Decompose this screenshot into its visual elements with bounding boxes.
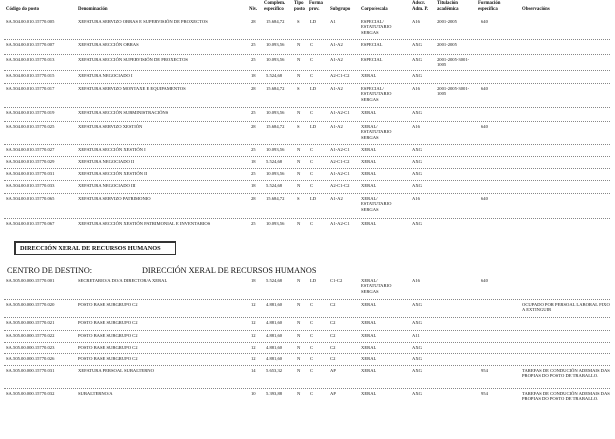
header-prov: prov.: [309, 7, 320, 12]
cell-code: SA.505.00.000.15770.023: [6, 345, 55, 350]
table-header: [0, 1, 615, 15]
cell-name: POSTO BASE SUBGRUPO C2: [78, 356, 138, 361]
cell-name: XEFATURA NEGOCIADO I: [78, 73, 133, 78]
cell-subgrupo: AP: [330, 391, 336, 396]
row-separator: [4, 193, 610, 194]
cell-name: XEFATURA SECCIÓN XESTIÓN II: [78, 171, 148, 176]
cell-subgrupo: A2-C1-C2: [330, 159, 350, 164]
cell-observacions: OCUPADO POR PERSOAL LABORAL FIXO A EXTINGUIR: [522, 302, 610, 313]
cell-name: POSTO BASE SUBGRUPO C2: [78, 320, 138, 325]
cell-corpo: XERAL: [361, 391, 377, 396]
cell-forma: LD: [310, 124, 317, 129]
cell-corpo: ESPECIAL/ ESTATUTARIO SERGAS: [361, 86, 392, 102]
cell-code: SA.505.00.000.15770.020: [6, 302, 55, 307]
cell-tipo: N: [297, 57, 301, 62]
cell-niv: 28: [251, 86, 256, 91]
cell-tipo: N: [297, 302, 301, 307]
cell-adscr: AXG: [412, 345, 422, 350]
row-separator: [4, 83, 610, 84]
cell-subgrupo: C2: [330, 302, 336, 307]
cell-name: XEFATURA PERSOAL SUBALTERNO: [78, 368, 154, 373]
cell-code: SA.504.00.010.15770.013: [6, 57, 55, 62]
cell-corpo: XERAL/ ESTATUTARIO SERGAS: [361, 124, 392, 140]
cell-subgrupo: A2-C1-C2: [330, 183, 350, 188]
cell-subgrupo: C1-C2: [330, 278, 343, 283]
cell-observacions: TAREFAS DE CONDUCIÓN ADEMAIS DAS PROPIAS DO POSTO DE TRABALLO.: [522, 368, 610, 379]
cell-corpo: XERAL: [361, 333, 377, 338]
cell-titulacion: 2001-2005-3001-1005: [437, 57, 470, 68]
cell-corpo: XERAL: [361, 320, 377, 325]
section-title-box: [14, 241, 176, 255]
cell-adscr: AXG: [412, 391, 422, 396]
cell-forma: C: [310, 333, 314, 338]
cell-code: SA.504.00.010.15770.017: [6, 86, 55, 91]
cell-complemento: 5.524,68: [266, 73, 283, 78]
cell-tipo: N: [297, 345, 301, 350]
cell-tipo: S: [297, 86, 300, 91]
cell-niv: 28: [251, 124, 256, 129]
cell-name: XEFATURA NEGOCIADO III: [78, 183, 136, 188]
row-separator: [4, 144, 610, 145]
row-separator: [4, 365, 610, 366]
cell-forma: LD: [310, 86, 317, 91]
cell-tipo: N: [297, 368, 301, 373]
cell-forma: C: [310, 391, 314, 396]
cell-code: SA.505.00.000.15770.026: [6, 356, 55, 361]
row-separator: [4, 39, 610, 40]
cell-corpo: XERAL: [361, 345, 377, 350]
cell-niv: 14: [251, 368, 256, 373]
header-adm-p: Adm. P.: [412, 7, 429, 12]
cell-niv: 18: [251, 183, 256, 188]
cell-code: SA.505.00.000.15770.022: [6, 333, 55, 338]
row-separator: [4, 330, 610, 331]
cell-code: SA.505.00.000.15770.021: [6, 320, 55, 325]
cell-subgrupo: A1-A2-C1: [330, 147, 350, 152]
cell-subgrupo: A1-A2-C1: [330, 171, 350, 176]
cell-corpo: XERAL: [361, 171, 377, 176]
cell-forma: C: [310, 42, 314, 47]
cell-tipo: N: [297, 159, 301, 164]
cell-code: SA.504.00.010.15770.015: [6, 73, 55, 78]
cell-forma: LD: [310, 278, 317, 283]
cell-complemento: 10.093,56: [266, 221, 285, 226]
row-separator: [4, 353, 610, 354]
cell-niv: 18: [251, 73, 256, 78]
cell-formacion: 640: [481, 278, 488, 283]
centro-name: DIRECCIÓN XERAL DE RECURSOS HUMANOS: [142, 266, 317, 275]
header-niv: Niv.: [249, 7, 258, 12]
cell-subgrupo: C2: [330, 345, 336, 350]
cell-corpo: XERAL: [361, 221, 377, 226]
cell-tipo: N: [297, 147, 301, 152]
cell-forma: C: [310, 183, 314, 188]
cell-forma: C: [310, 368, 314, 373]
cell-forma: C: [310, 221, 314, 226]
header-especifica: específica: [478, 7, 498, 12]
cell-tipo: N: [297, 278, 301, 283]
cell-name: XEFATURA SERVIZO MONTAXE E EQUIPAMENTOS: [78, 86, 186, 91]
cell-adscr: A16: [412, 86, 420, 91]
cell-formacion: 640: [481, 196, 488, 201]
cell-corpo: XERAL: [361, 368, 377, 373]
cell-forma: C: [310, 159, 314, 164]
row-separator: [4, 54, 610, 55]
cell-corpo: XERAL/ ESTATUTARIO SERGAS: [361, 278, 392, 294]
header-posto: posto: [294, 7, 305, 12]
cell-forma: C: [310, 345, 314, 350]
row-separator: [4, 70, 610, 71]
section-title: DIRECCIÓN XERAL DE RECURSOS HUMANOS: [20, 245, 161, 252]
cell-code: SA.504.00.010.15770.025: [6, 124, 55, 129]
cell-subgrupo: AP: [330, 368, 336, 373]
cell-niv: 10: [251, 391, 256, 396]
cell-niv: 25: [251, 147, 256, 152]
cell-tipo: N: [297, 183, 301, 188]
cell-tipo: N: [297, 221, 301, 226]
cell-complemento: 10.093,56: [266, 171, 285, 176]
cell-name: POSTO BASE SUBGRUPO C2: [78, 333, 138, 338]
row-separator: [4, 218, 610, 219]
header-codigo: Código do posto: [6, 7, 40, 12]
cell-complemento: 4.881,60: [266, 333, 283, 338]
header-especifico: específico: [264, 7, 284, 12]
cell-code: SA.504.00.010.15770.005: [6, 19, 55, 24]
header-titulacion: Titulación: [437, 1, 458, 6]
header-subgrupo: Subgrupo: [330, 7, 351, 12]
cell-forma: C: [310, 57, 314, 62]
header-adscr: Adscr.: [412, 1, 426, 6]
cell-name: XEFATURA SERVIZO OBRAS E SUPERVISIÓN DE PROXECTOS: [78, 19, 208, 24]
cell-formacion: 640: [481, 86, 488, 91]
cell-subgrupo: C2: [330, 333, 336, 338]
row-separator: [4, 121, 610, 122]
row-separator: [4, 107, 610, 108]
cell-name: XEFATURA SECCIÓN SUPERVISIÓN DE PROXECTOS: [78, 57, 188, 62]
row-separator: [4, 299, 610, 300]
cell-subgrupo: C2: [330, 356, 336, 361]
cell-code: SA.504.00.010.15770.033: [6, 183, 55, 188]
cell-corpo: XERAL: [361, 356, 377, 361]
cell-name: XEFATURA SECCIÓN XESTIÓN I: [78, 147, 146, 152]
cell-code: SA.504.00.010.15770.031: [6, 171, 55, 176]
cell-corpo: ESPECIAL: [361, 57, 383, 62]
cell-niv: 12: [251, 302, 256, 307]
cell-tipo: N: [297, 391, 301, 396]
cell-corpo: XERAL: [361, 147, 377, 152]
cell-adscr: AXG: [412, 183, 422, 188]
cell-complemento: 15.684,72: [266, 196, 285, 201]
cell-code: SA.504.00.010.15770.007: [6, 42, 55, 47]
cell-code: SA.505.00.000.15770.001: [6, 278, 55, 283]
cell-subgrupo: A1-A2-C1: [330, 221, 350, 226]
cell-tipo: S: [297, 196, 300, 201]
header-observacions: Observacións: [522, 7, 550, 12]
cell-tipo: S: [297, 19, 300, 24]
cell-niv: 25: [251, 110, 256, 115]
cell-adscr: AXG: [412, 42, 422, 47]
cell-observacions: TAREFAS DE CONDUCIÓN ADEMAIS DAS PROPIAS DO POSTO DE TRABALLO.: [522, 391, 610, 402]
cell-subgrupo: A1-A2: [330, 196, 343, 201]
cell-corpo: XERAL: [361, 73, 377, 78]
centro-label: CENTRO DE DESTINO:: [7, 266, 93, 275]
cell-code: SA.504.00.010.15770.065: [6, 196, 55, 201]
cell-corpo: XERAL: [361, 183, 377, 188]
cell-complemento: 5.524,68: [266, 278, 283, 283]
cell-titulacion: 2001-2005-3001-1005: [437, 86, 470, 97]
header-tipo: Tipo: [294, 1, 304, 6]
header-forma: Forma: [309, 1, 323, 6]
cell-complemento: 4.881,60: [266, 302, 283, 307]
cell-adscr: AXG: [412, 159, 422, 164]
cell-name: XEFATURA SECCIÓN OBRAS: [78, 42, 139, 47]
cell-niv: 25: [251, 57, 256, 62]
cell-niv: 28: [251, 19, 256, 24]
cell-complemento: 5.393,88: [266, 391, 283, 396]
cell-forma: LD: [310, 19, 317, 24]
cell-complemento: 4.881,60: [266, 345, 283, 350]
cell-subgrupo: A1: [330, 19, 336, 24]
cell-niv: 25: [251, 171, 256, 176]
cell-corpo: ESPECIAL/ ESTATUTARIO SERGAS: [361, 19, 392, 35]
cell-name: SECRETARIO/A DO/A DIRECTOR/A XERAL: [78, 278, 168, 283]
cell-adscr: AXG: [412, 368, 422, 373]
cell-name: XEFATURA SECCIÓN SUBMINISTRACIÓNS: [78, 110, 169, 115]
cell-adscr: AXG: [412, 320, 422, 325]
cell-adscr: AXG: [412, 302, 422, 307]
cell-adscr: AXG: [412, 171, 422, 176]
cell-tipo: N: [297, 333, 301, 338]
cell-tipo: N: [297, 356, 301, 361]
cell-subgrupo: A1-A2: [330, 124, 343, 129]
cell-code: SA.504.00.010.15770.067: [6, 221, 55, 226]
row-separator: [4, 156, 610, 157]
cell-adscr: A16: [412, 196, 420, 201]
cell-forma: C: [310, 147, 314, 152]
cell-complemento: 15.684,72: [266, 124, 285, 129]
cell-subgrupo: A1-A2: [330, 42, 343, 47]
cell-code: SA.504.00.010.15770.029: [6, 159, 55, 164]
cell-name: XEFATURA SECCIÓN XESTIÓN PATRIMONIAL E INVENTARIOS: [78, 221, 211, 226]
cell-complemento: 5.653,32: [266, 368, 283, 373]
cell-niv: 28: [251, 196, 256, 201]
cell-complemento: 10.093,56: [266, 57, 285, 62]
row-separator: [4, 180, 610, 181]
cell-formacion: 640: [481, 19, 488, 24]
cell-titulacion: 2001-2005: [437, 42, 457, 47]
header-academica: académica: [437, 7, 459, 12]
cell-corpo: ESPECIAL: [361, 42, 383, 47]
cell-tipo: N: [297, 171, 301, 176]
cell-subgrupo: A1-A2: [330, 86, 343, 91]
cell-forma: C: [310, 171, 314, 176]
cell-niv: 12: [251, 333, 256, 338]
cell-niv: 18: [251, 159, 256, 164]
cell-corpo: XERAL/ ESTATUTARIO SERGAS: [361, 196, 392, 212]
cell-name: XEFATURA SERVIZO PATRIMONIO: [78, 196, 151, 201]
cell-niv: 25: [251, 42, 256, 47]
cell-adscr: AXG: [412, 57, 422, 62]
cell-tipo: S: [297, 124, 300, 129]
cell-titulacion: 2001-2005: [437, 19, 457, 24]
cell-adscr: AXG: [412, 73, 422, 78]
cell-tipo: N: [297, 110, 301, 115]
cell-adscr: A16: [412, 278, 420, 283]
cell-formacion: 954: [481, 391, 488, 396]
cell-forma: C: [310, 73, 314, 78]
cell-tipo: N: [297, 320, 301, 325]
row-separator: [4, 317, 610, 318]
cell-formacion: 640: [481, 124, 488, 129]
cell-niv: 25: [251, 221, 256, 226]
cell-complemento: 10.093,56: [266, 42, 285, 47]
cell-adscr: AXG: [412, 356, 422, 361]
cell-name: SUBALTERNO/A: [78, 391, 113, 396]
cell-code: SA.504.00.010.15770.027: [6, 147, 55, 152]
cell-corpo: XERAL: [361, 110, 377, 115]
cell-forma: C: [310, 356, 314, 361]
cell-adscr: A16: [412, 124, 420, 129]
cell-complemento: 10.093,56: [266, 147, 285, 152]
row-separator: [4, 388, 610, 389]
cell-name: POSTO BASE SUBGRUPO C2: [78, 345, 138, 350]
cell-subgrupo: A2-C1-C2: [330, 73, 350, 78]
cell-name: POSTO BASE SUBGRUPO C2: [78, 302, 138, 307]
cell-forma: C: [310, 110, 314, 115]
cell-forma: C: [310, 320, 314, 325]
cell-corpo: XERAL: [361, 159, 377, 164]
cell-subgrupo: C2: [330, 320, 336, 325]
cell-complemento: 10.093,56: [266, 110, 285, 115]
cell-tipo: N: [297, 73, 301, 78]
cell-forma: C: [310, 302, 314, 307]
cell-niv: 12: [251, 345, 256, 350]
cell-adscr: A11: [412, 333, 420, 338]
cell-complemento: 15.684,72: [266, 19, 285, 24]
cell-complemento: 5.524,68: [266, 183, 283, 188]
cell-adscr: A16: [412, 19, 420, 24]
cell-niv: 12: [251, 356, 256, 361]
cell-adscr: AXG: [412, 110, 422, 115]
cell-complemento: 5.524,68: [266, 159, 283, 164]
cell-subgrupo: A1-A2: [330, 57, 343, 62]
cell-adscr: AXG: [412, 221, 422, 226]
cell-formacion: 954: [481, 368, 488, 373]
cell-niv: 12: [251, 320, 256, 325]
header-formacion: Formación: [478, 1, 501, 6]
cell-corpo: XERAL: [361, 302, 377, 307]
cell-name: XEFATURA SERVIZO XESTIÓN: [78, 124, 143, 129]
cell-forma: LD: [310, 196, 317, 201]
row-separator: [4, 168, 610, 169]
cell-complemento: 4.881,60: [266, 356, 283, 361]
cell-name: XEFATURA NEGOCIADO II: [78, 159, 135, 164]
header-complem: Complem.: [264, 1, 286, 6]
cell-complemento: 15.684,72: [266, 86, 285, 91]
cell-code: SA.504.00.010.15770.019: [6, 110, 55, 115]
cell-adscr: AXG: [412, 147, 422, 152]
row-separator: [4, 342, 610, 343]
cell-subgrupo: A1-A2-C1: [330, 110, 350, 115]
cell-code: SA.505.00.000.15770.031: [6, 368, 55, 373]
header-denominacion: Denominación: [78, 7, 108, 12]
cell-code: SA.505.00.000.15770.032: [6, 391, 55, 396]
cell-niv: 18: [251, 278, 256, 283]
cell-complemento: 4.881,60: [266, 320, 283, 325]
header-corpo: Corpo/escala: [361, 7, 388, 12]
cell-tipo: N: [297, 42, 301, 47]
